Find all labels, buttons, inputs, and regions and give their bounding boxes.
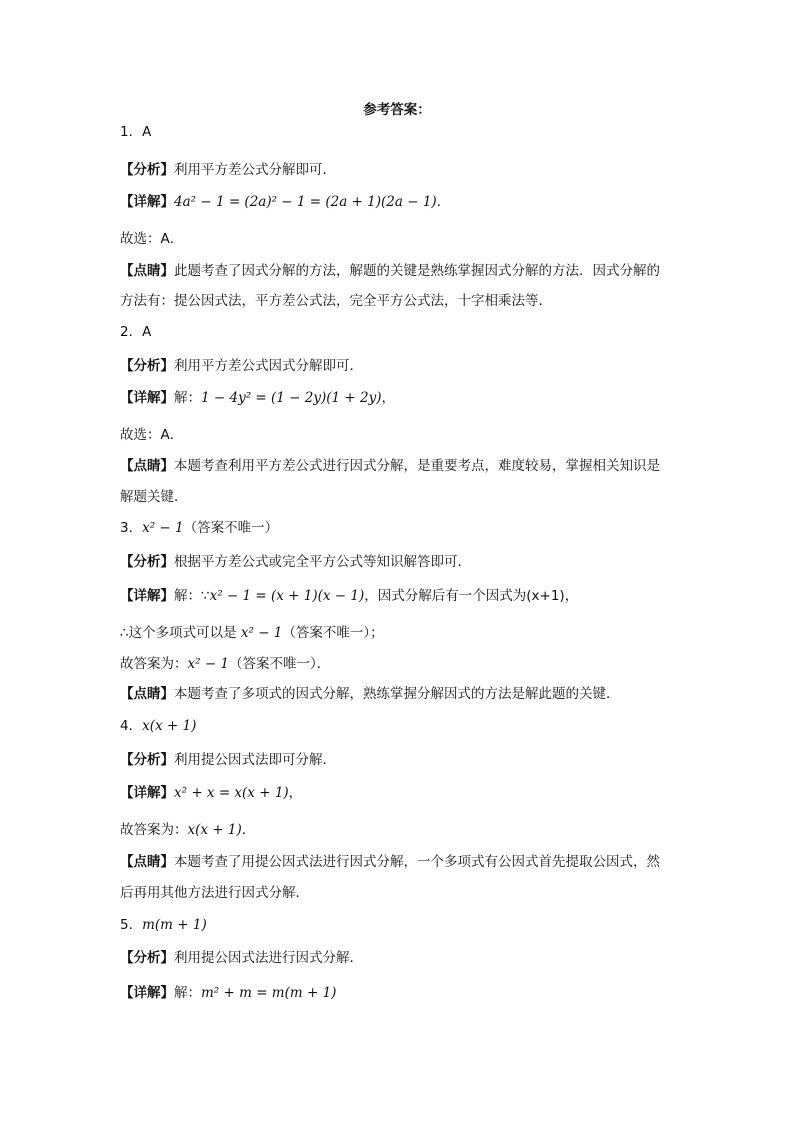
line-suffix: （答案不唯一） bbox=[183, 520, 279, 536]
line-suffix: （答案不唯一）． bbox=[229, 656, 331, 672]
line-suffix: （答案不唯一）； bbox=[282, 625, 384, 641]
answer-line bbox=[120, 915, 207, 935]
answer-line bbox=[120, 983, 336, 1003]
line-text: 故答案为： bbox=[120, 656, 188, 672]
answer-line bbox=[120, 684, 620, 704]
line-text: 利用提公因式法进行因式分解． bbox=[174, 950, 363, 966]
math-expression: x(x + 1) bbox=[187, 822, 242, 838]
line-text: 解：∵ bbox=[174, 588, 210, 604]
section-tag: 【分析】 bbox=[120, 162, 174, 178]
answer-line bbox=[120, 623, 384, 643]
answer-line bbox=[120, 552, 471, 572]
answer-line bbox=[120, 750, 336, 770]
math-expression: x² − 1 bbox=[142, 520, 184, 536]
answer-line bbox=[120, 654, 330, 674]
answer-line bbox=[120, 291, 552, 311]
line-text: ∴这个多项式可以是 bbox=[120, 625, 241, 641]
math-expression: x² − 1 = (x + 1)(x − 1) bbox=[209, 588, 365, 604]
answer-line bbox=[120, 192, 450, 212]
line-text: 此题考查了因式分解的方法，解题的关键是熟练掌握因式分解的方法．因式分解的 bbox=[174, 263, 660, 279]
page-title: 参考答案： bbox=[363, 102, 431, 118]
line-text: 本题考查了多项式的因式分解，熟练掌握分解因式的方法是解此题的关键． bbox=[174, 686, 620, 702]
math-expression: m(m + 1) bbox=[142, 917, 207, 933]
line-text: 本题考查利用平方差公式进行因式分解，是重要考点，难度较易，掌握相关知识是 bbox=[174, 458, 660, 474]
section-tag: 【详解】 bbox=[120, 588, 174, 604]
line-text: 故选：A． bbox=[120, 427, 184, 443]
section-tag: 【分析】 bbox=[120, 752, 174, 768]
line-text: 利用提公因式法即可分解． bbox=[174, 752, 336, 768]
answer-line bbox=[120, 322, 151, 342]
section-tag: 【详解】 bbox=[120, 194, 174, 210]
section-tag: 【点睛】 bbox=[120, 854, 174, 870]
answer-line bbox=[120, 716, 196, 736]
line-text: 解： bbox=[174, 390, 201, 406]
math-expression: x(x + 1) bbox=[142, 718, 197, 734]
math-expression: x² − 1 bbox=[187, 656, 230, 672]
line-text: 本题考查了用提公因式法进行因式分解，一个多项式有公因式首先提取公因式，然 bbox=[174, 854, 660, 870]
section-tag: 【详解】 bbox=[120, 985, 174, 1001]
line-text: 后再用其他方法进行因式分解． bbox=[120, 885, 309, 901]
answer-line bbox=[120, 487, 188, 507]
line-suffix: ． bbox=[436, 194, 451, 210]
answer-line bbox=[120, 948, 363, 968]
line-text: 故选：A． bbox=[120, 231, 184, 247]
line-suffix: ， bbox=[381, 390, 395, 406]
answer-line bbox=[120, 425, 183, 445]
answer-line bbox=[120, 586, 578, 606]
answer-line bbox=[120, 456, 660, 476]
line-text: 方法有：提公因式法，平方差公式法，完全平方公式法，十字相乘法等． bbox=[120, 293, 552, 309]
section-tag: 【详解】 bbox=[120, 785, 174, 801]
answer-line bbox=[120, 261, 660, 281]
section-tag: 【点睛】 bbox=[120, 458, 174, 474]
line-suffix: ． bbox=[241, 822, 256, 838]
section-tag: 【详解】 bbox=[120, 390, 174, 406]
answer-line bbox=[120, 852, 660, 872]
math-expression: x² + x = x(x + 1) bbox=[174, 785, 289, 801]
line-text: 5． bbox=[120, 917, 143, 933]
answer-line bbox=[120, 518, 278, 538]
line-text: 利用平方差公式因式分解即可． bbox=[174, 358, 363, 374]
line-text: 3． bbox=[120, 520, 143, 536]
section-tag: 【点睛】 bbox=[120, 263, 174, 279]
math-expression: m² + m = m(m + 1) bbox=[201, 985, 337, 1001]
line-text: 解题关键． bbox=[120, 489, 188, 505]
math-expression: x² − 1 bbox=[240, 625, 283, 641]
section-tag: 【分析】 bbox=[120, 950, 174, 966]
math-expression: 4a² − 1 = (2a)² − 1 = (2a + 1)(2a − 1) bbox=[174, 194, 437, 210]
answer-line bbox=[120, 160, 336, 180]
line-text: 故答案为： bbox=[120, 822, 188, 838]
section-tag: 【分析】 bbox=[120, 554, 174, 570]
answer-line bbox=[120, 229, 183, 249]
line-text: 利用平方差公式分解即可． bbox=[174, 162, 336, 178]
section-tag: 【分析】 bbox=[120, 358, 174, 374]
section-tag: 【点睛】 bbox=[120, 686, 174, 702]
answer-line bbox=[120, 122, 151, 142]
answer-line bbox=[120, 883, 309, 903]
answer-line bbox=[120, 820, 255, 840]
line-text: 根据平方差公式或完全平方公式等知识解答即可． bbox=[174, 554, 471, 570]
line-text: 4． bbox=[120, 718, 143, 734]
answer-line bbox=[120, 388, 395, 408]
line-text: 解： bbox=[174, 985, 201, 1001]
answer-line bbox=[120, 783, 302, 803]
line-suffix: ，因式分解后有一个因式为(x+1)， bbox=[364, 588, 579, 604]
answer-line bbox=[120, 356, 363, 376]
line-suffix: ， bbox=[288, 785, 303, 801]
line-text: 1．A bbox=[120, 124, 152, 140]
line-text: 2．A bbox=[120, 324, 152, 340]
math-expression: 1 − 4y² = (1 − 2y)(1 + 2y) bbox=[201, 390, 382, 406]
